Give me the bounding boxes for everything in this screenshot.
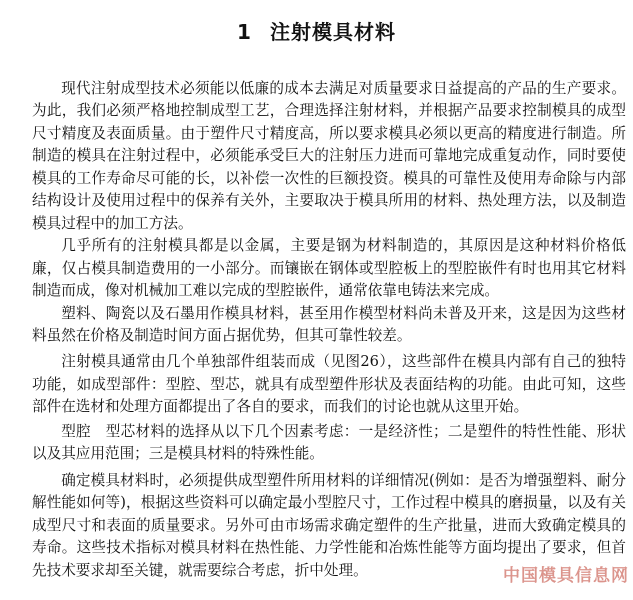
paragraph-2: 几乎所有的注射模具都是以金属，主要是钢为材料制造的，其原因是这种材料价格低廉，仅占模具制造费用的一小部分。而镶嵌在钢体或型腔板上的型腔嵌件有时也用其它材料制造而成，像对机械加工难以完成的型腔嵌件，通常依靠电铸法来完成。 bbox=[32, 237, 626, 300]
paragraph-6: 确定模具材料时，必须提供成型塑件所用材料的详细情况(例如：是否为增强塑料、耐分解性能如何等)，根据这些资料可以确定最小型腔尺寸，工作过程中模具的磨损量，以及有关成型尺寸和表面的质量要求。另外可由市场需求确定塑件的生产批量，进而大致确定模具的寿命。这些技术指标对模具材料在热性能、力学性能和冶炼性能等方面均提出了要求，但首先技术要求却至关键，就需要综合考虑，折中处理。 bbox=[32, 471, 626, 579]
paragraph-5: 型腔 型芯材料的选择从以下几个因素考虑：一是经济性；二是塑件的特性性能、形状以及其应用范围；三是模具材料的特殊性能。 bbox=[32, 422, 626, 463]
paragraph-4: 注射模具通常由几个单独部件组装而成（见图26），这些部件在模具内部有自己的独特功能，如成型部件：型腔、型芯，就具有成型塑件形状及表面结构的功能。由此可知，这些部件在选材和处理方面都提出了各自的要求，而我们的讨论也就从这里开始。 bbox=[32, 353, 626, 416]
paragraph-1: 现代注射成型技术必须能以低廉的成本去满足对质量要求日益提高的产品的生产要求。为此，我们必须严格地控制成型工艺，合理选择注射材料，并根据产品要求控制模具的成型尺寸精度及表面质量。由于塑件尺寸精度高，所以要求模具必须以更高的精度进行制造。所制造的模具在注射过程中，必须能承受巨大的注射压力进而可靠地完成重复动作，同时要使模具的工作寿命尽可能的长，以补偿一次性的巨额投资。模具的可靠性及使用寿命除与内部结构设计及使用过程中的保养有关外，主要取决于模具所用的材料、热处理方法，以及制造模具过程中的加工方法。 bbox=[32, 80, 626, 232]
watermark: 中国模具信息网 bbox=[503, 566, 629, 586]
paragraph-3: 塑料、陶瓷以及石墨用作模具材料，甚至用作模型材料尚未普及开来，这是因为这些材料虽然在价格及制造时间方面占据优势，但其可靠性较差。 bbox=[32, 304, 626, 344]
body-text bbox=[32, 78, 626, 582]
section-number: 1 bbox=[237, 20, 252, 44]
section-title: 注射模具材料 bbox=[269, 20, 396, 44]
section-heading bbox=[0, 16, 633, 45]
